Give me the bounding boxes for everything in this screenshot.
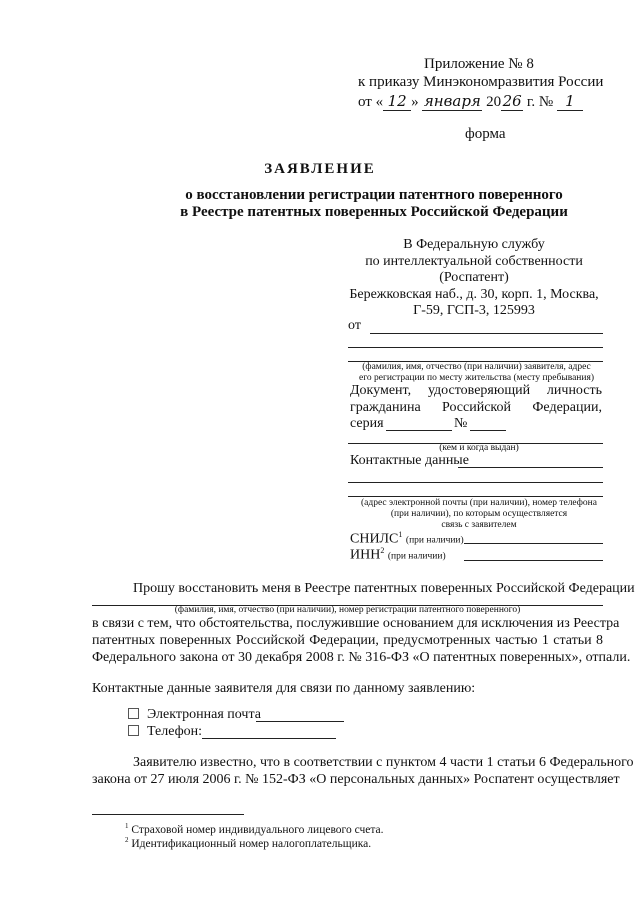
- series-input-line[interactable]: [386, 430, 452, 431]
- snils-label: СНИЛС: [350, 531, 399, 547]
- contacts-input-line-3[interactable]: [348, 496, 603, 497]
- footnote-1-text: Страховой номер индивидуального лицевого счета.: [131, 823, 384, 836]
- number-input-line[interactable]: [470, 430, 506, 431]
- email-label: Электронная почта: [147, 707, 261, 722]
- email-checkbox[interactable]: [128, 708, 139, 719]
- date-year-prefix: 20: [486, 94, 502, 110]
- citizen-line: [350, 400, 602, 416]
- cit-word-3: Федерации,: [532, 400, 602, 415]
- inn-note: (при наличии): [387, 551, 446, 562]
- from-name-line[interactable]: [370, 333, 603, 334]
- contacts-hint-3: связь с заявителем: [441, 520, 517, 530]
- phone-label: Телефон:: [147, 724, 203, 739]
- phone-checkbox[interactable]: [128, 725, 139, 736]
- inn-input-line[interactable]: [464, 560, 603, 561]
- doc-word-1: Документ,: [350, 383, 412, 398]
- snils-input-line[interactable]: [464, 543, 603, 544]
- snils-note: (при наличии): [405, 535, 464, 546]
- footnote-1: [125, 822, 384, 836]
- inn-footnote-ref: 2: [380, 546, 385, 555]
- document-line: [350, 383, 602, 399]
- footnote-2-number: 2: [125, 836, 129, 844]
- date-year: 26: [502, 92, 522, 110]
- contacts-input-line-2[interactable]: [348, 482, 603, 483]
- addressee-line-4: Бережковская наб., д. 30, корп. 1, Москва,: [349, 287, 599, 302]
- series-label: серия: [350, 416, 384, 431]
- contacts-intro: Контактные данные заявителя для связи по данному заявлению:: [92, 681, 476, 696]
- inn-label: ИНН: [350, 547, 381, 563]
- addressee-line-5: Г-59, ГСП-3, 125993: [413, 303, 535, 318]
- contacts-hint-2: (при наличии), по которым осуществляется: [390, 509, 568, 519]
- para1-line-3: Федерального закона от 30 декабря 2008 г. № 316-ФЗ «О патентных поверенных», отпали.: [92, 650, 631, 665]
- from-label: от: [348, 318, 361, 333]
- addressee-line-1: В Федеральную службу: [403, 237, 545, 252]
- request-hint: (фамилия, имя, отчество (при наличии), номер регистрации патентного поверенного): [174, 605, 521, 615]
- addressee-line-2: по интеллектуальной собственности: [365, 254, 583, 269]
- form-label: форма: [465, 126, 506, 142]
- email-row: [128, 707, 261, 723]
- title-line-1: о восстановлении регистрации патентного поверенного: [185, 187, 563, 203]
- name-hint-1: (фамилия, имя, отчество (при наличии) заявителя, адрес: [362, 362, 591, 372]
- inn-row: [350, 546, 446, 564]
- order-number: 1: [557, 92, 583, 111]
- phone-row: [128, 724, 202, 740]
- para2-line-2: закона от 27 июля 2006 г. № 152-ФЗ «О персональных данных» Роспатент осуществляет: [92, 772, 620, 787]
- date-suffix: г. №: [526, 94, 554, 110]
- footnote-1-number: 1: [125, 822, 129, 830]
- para1-line-2: патентных поверенных Российской Федерации, предусмотренных частью 1 статьи 8: [92, 633, 603, 648]
- order-date-line: [358, 92, 583, 111]
- appendix-number: Приложение № 8: [424, 56, 534, 72]
- contacts-label: Контактные данные: [350, 453, 469, 468]
- doc-word-2: удостоверяющий: [427, 383, 531, 398]
- title-line-2: в Реестре патентных поверенных Российской Федерации: [180, 204, 568, 220]
- snils-footnote-ref: 1: [398, 530, 403, 539]
- addressee-line-3: (Роспатент): [439, 270, 509, 285]
- date-month: января: [423, 92, 481, 110]
- name-hint-2: его регистрации по месту жительства (месту пребывания): [358, 373, 595, 383]
- date-prefix: от «: [358, 94, 384, 110]
- contacts-input-line-1[interactable]: [458, 467, 603, 468]
- cit-word-1: гражданина: [350, 400, 421, 415]
- para2-line-1: Заявителю известно, что в соответствии с пунктом 4 части 1 статьи 6 Федерального: [133, 755, 634, 770]
- para1-line-1: в связи с тем, что обстоятельства, послужившие основанием для исключения из Реестра: [92, 616, 620, 631]
- date-mid: »: [411, 94, 419, 110]
- document-title: ЗАЯВЛЕНИЕ: [264, 161, 376, 177]
- snils-row: [350, 530, 464, 548]
- email-input-line[interactable]: [256, 721, 344, 722]
- request-text: Прошу восстановить меня в Реестре патентных поверенных Российской Федерации: [133, 581, 635, 596]
- from-address-line-1[interactable]: [348, 347, 603, 348]
- footnote-2-text: Идентификационный номер налогоплательщика.: [131, 837, 372, 850]
- number-label: №: [454, 416, 468, 431]
- footnote-separator: [92, 814, 244, 815]
- cit-word-2: Российской: [442, 400, 512, 415]
- issued-hint: (кем и когда выдан): [439, 443, 519, 453]
- doc-word-3: личность: [546, 383, 602, 398]
- footnote-2: [125, 836, 371, 850]
- order-reference: к приказу Минэкономразвития России: [358, 74, 604, 90]
- phone-input-line[interactable]: [202, 738, 336, 739]
- date-day: 12: [383, 92, 411, 111]
- contacts-hint-1: (адрес электронной почты (при наличии), номер телефона: [361, 498, 597, 508]
